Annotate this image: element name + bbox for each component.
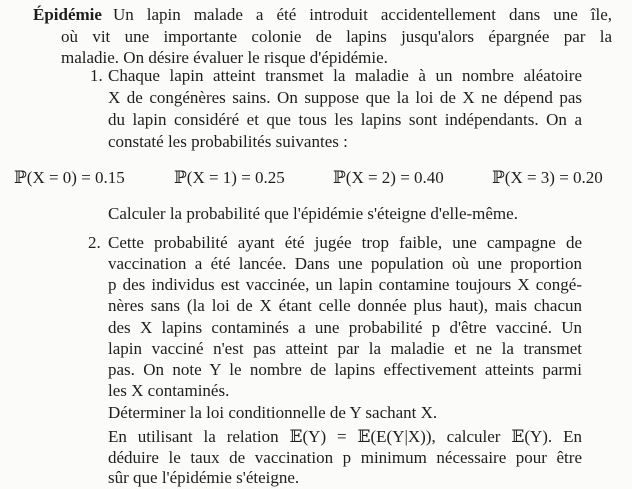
question: En utilisant la relation 𝔼(Y) = 𝔼(E(Y|X)), calculer 𝔼(Y). En <box>108 427 582 446</box>
item-line: du lapin considéré et que tous les lapins sont indépendants. On a <box>108 110 582 129</box>
probability: ℙ(X = 0) = 0.15 <box>14 168 125 187</box>
exercise-title: Épidémie <box>33 5 102 24</box>
item-line: pas. On note Y le nombre de lapins effectivement atteints parmi <box>108 360 582 379</box>
item-line: vaccination a été lancée. Dans une population où une proportion <box>108 254 582 273</box>
item-line: nères sans (la loi de X étant celle donnée plus haut), mais chacun <box>108 296 582 315</box>
item-line: lapin vacciné n'est pas atteint par la maladie et ne la transmet <box>108 339 582 358</box>
item-line: Cette probabilité ayant été jugée trop faible, une campagne de <box>108 233 582 252</box>
item-line: des X lapins contaminés a une probabilité p d'être vacciné. Un <box>108 318 582 337</box>
probability: ℙ(X = 3) = 0.20 <box>492 168 603 187</box>
probability: ℙ(X = 1) = 0.25 <box>174 168 285 187</box>
item-line: Chaque lapin atteint transmet la maladie à un nombre aléatoire <box>108 66 582 85</box>
question: déduire le taux de vaccination p minimum nécessaire pour être <box>108 448 582 467</box>
probability: ℙ(X = 2) = 0.40 <box>333 168 444 187</box>
intro-line: maladie. On désire évaluer le risque d'épidémie. <box>61 48 388 67</box>
item-line: p des individus est vaccinée, un lapin contamine toujours X congé- <box>108 275 582 294</box>
item-number: 1. <box>90 66 103 85</box>
item-line: constaté les probabilités suivantes : <box>108 132 348 151</box>
intro-line: où vit une importante colonie de lapins jusqu'alors épargnée par la <box>61 27 612 46</box>
question: Calculer la probabilité que l'épidémie s'éteigne d'elle-même. <box>108 204 518 223</box>
item-line: les X contaminés. <box>108 381 230 400</box>
item-number: 2. <box>88 233 101 252</box>
intro-line: Un lapin malade a été introduit accidentellement dans une île, <box>113 5 612 24</box>
item-line: X de congénères sains. On suppose que la loi de X ne dépend pas <box>108 88 582 107</box>
question: sûr que l'épidémie s'éteigne. <box>108 468 300 487</box>
question: Déterminer la loi conditionnelle de Y sachant X. <box>108 403 438 422</box>
